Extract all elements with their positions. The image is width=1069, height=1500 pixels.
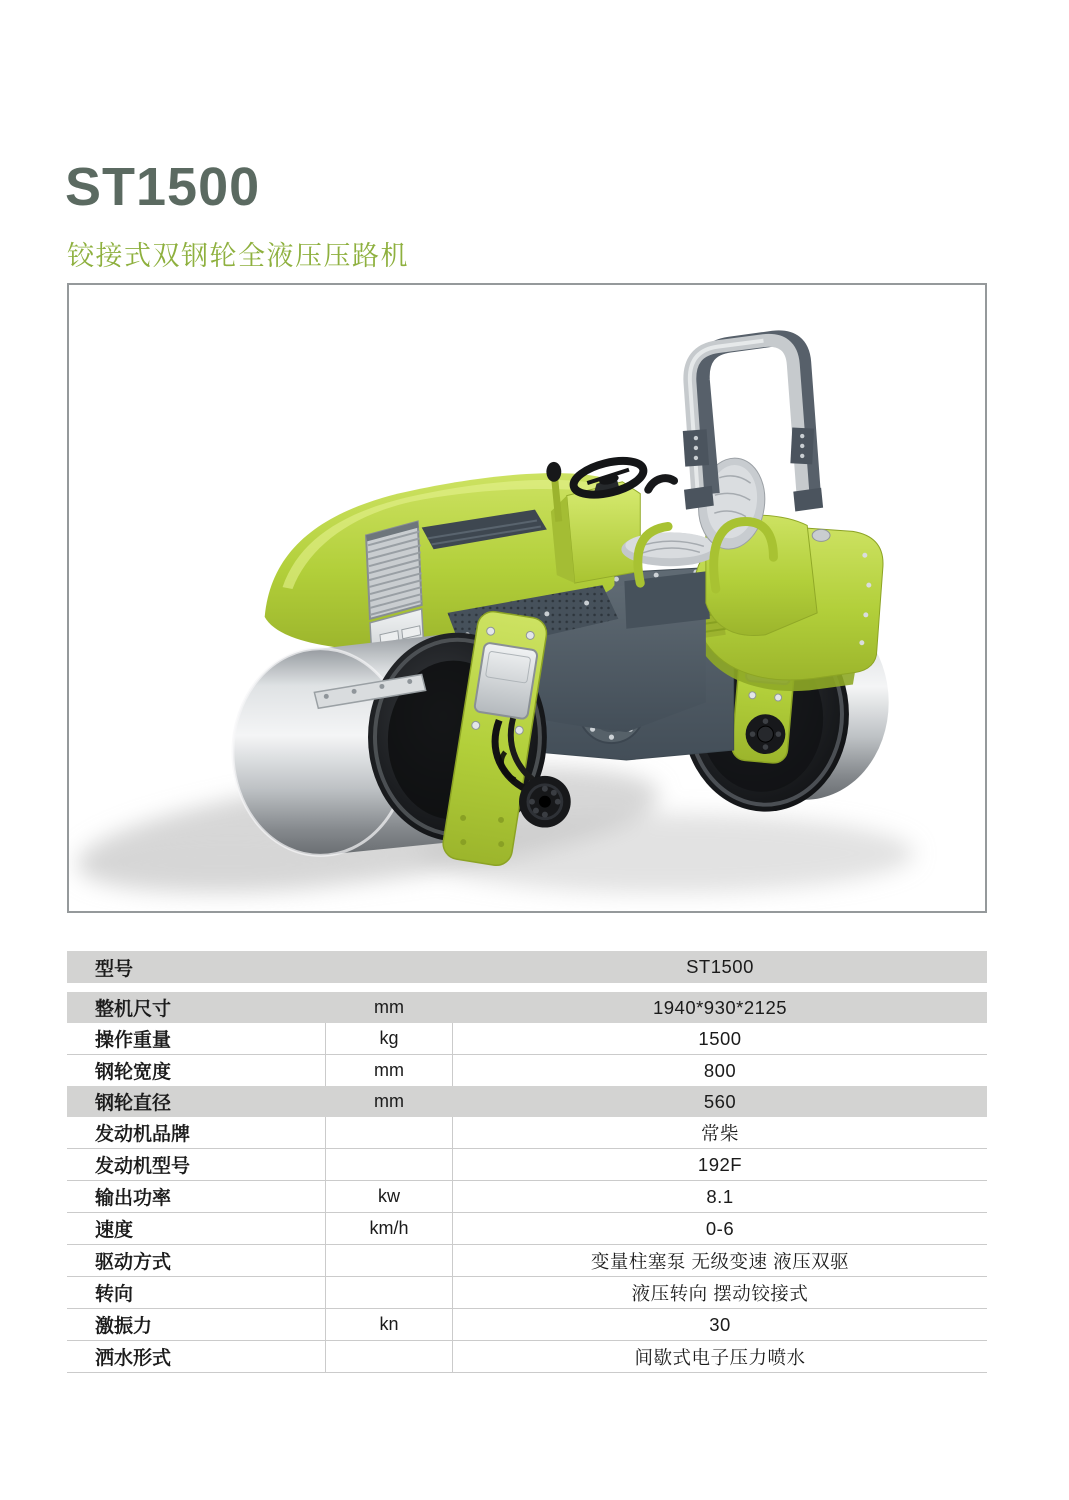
row-label: 洒水形式 xyxy=(95,1348,172,1369)
row-label: 钢轮宽度 xyxy=(95,1062,172,1083)
row-value: 间歇式电子压力喷水 xyxy=(634,1346,806,1368)
row-unit xyxy=(325,1117,453,1148)
table-row xyxy=(67,992,987,1023)
row-unit xyxy=(325,951,453,983)
row-value: 560 xyxy=(703,1090,737,1112)
row-label: 发动机型号 xyxy=(95,1156,191,1177)
row-value: 800 xyxy=(703,1059,737,1081)
row-value: 液压转向 摆动铰接式 xyxy=(631,1282,809,1304)
row-value: 变量柱塞泵 无级变速 液压双驱 xyxy=(590,1250,850,1272)
row-value: 192F xyxy=(697,1153,743,1175)
table-row xyxy=(67,1023,987,1054)
table-row xyxy=(67,1148,987,1180)
row-value: 1940*930*2125 xyxy=(652,996,788,1018)
row-value: ST1500 xyxy=(686,956,754,977)
product-photo-frame xyxy=(67,283,987,913)
row-unit: kw xyxy=(325,1181,453,1212)
row-unit xyxy=(325,1245,453,1276)
table-row-gap xyxy=(67,983,987,992)
table-row xyxy=(67,1212,987,1244)
row-unit: kg xyxy=(325,1023,453,1054)
row-unit: kn xyxy=(325,1309,453,1340)
table-row xyxy=(67,951,987,983)
row-unit: mm xyxy=(374,1091,404,1111)
table-row xyxy=(67,1180,987,1212)
row-value: 0-6 xyxy=(705,1217,735,1239)
row-value: 1500 xyxy=(698,1027,742,1049)
spec-table xyxy=(67,951,987,1373)
row-label: 型号 xyxy=(95,958,134,980)
table-row xyxy=(67,1244,987,1276)
table-row xyxy=(67,1086,987,1117)
row-unit: km/h xyxy=(325,1213,453,1244)
table-row xyxy=(67,1308,987,1340)
table-row xyxy=(67,1276,987,1308)
roller-machine-illustration xyxy=(69,285,985,911)
row-value: 8.1 xyxy=(706,1185,734,1207)
row-label: 激振力 xyxy=(95,1316,153,1337)
row-unit xyxy=(325,1149,453,1180)
page-title: ST1500 xyxy=(65,157,261,217)
row-unit xyxy=(325,1277,453,1308)
row-unit: mm xyxy=(325,1055,453,1086)
row-label: 输出功率 xyxy=(95,1188,172,1209)
table-row xyxy=(67,1054,987,1086)
row-value: 30 xyxy=(709,1313,731,1335)
table-row xyxy=(67,1117,987,1148)
row-label: 整机尺寸 xyxy=(95,999,172,1020)
row-label: 操作重量 xyxy=(95,1030,172,1051)
row-label: 速度 xyxy=(95,1220,134,1241)
row-label: 发动机品牌 xyxy=(95,1124,191,1145)
row-label: 钢轮直径 xyxy=(95,1093,172,1114)
row-unit xyxy=(325,1341,453,1372)
row-unit: mm xyxy=(374,997,404,1017)
page-subtitle: 铰接式双钢轮全液压压路机 xyxy=(67,241,409,271)
row-label: 驱动方式 xyxy=(95,1252,172,1273)
row-label: 转向 xyxy=(95,1284,134,1305)
control-lever-knob xyxy=(546,462,561,482)
table-row xyxy=(67,1340,987,1372)
row-value: 常柴 xyxy=(700,1122,739,1144)
